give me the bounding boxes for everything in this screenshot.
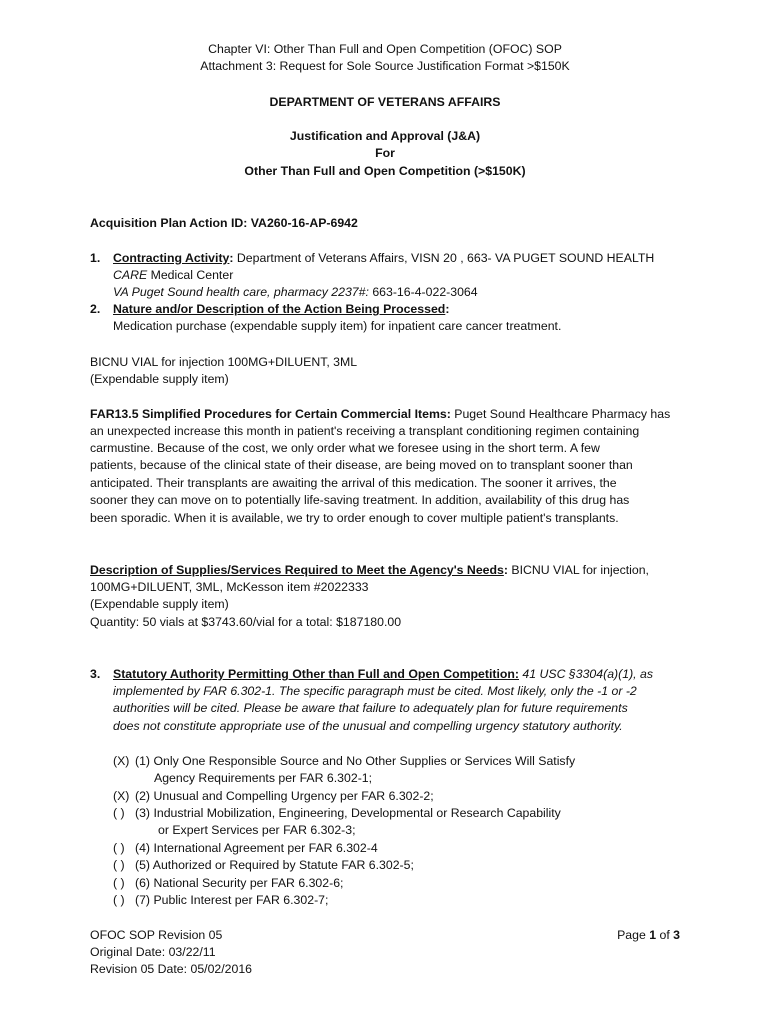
option-6-mark: ( ): [113, 876, 125, 890]
footer-original-date: Original Date: 03/22/11: [90, 945, 216, 959]
option-3-text: (3) Industrial Mobilization, Engineering, Developmental or Research Capability: [135, 806, 561, 820]
option-5-mark: ( ): [113, 858, 125, 872]
option-4-mark: ( ): [113, 841, 125, 855]
care-italic: CARE: [113, 268, 148, 282]
far-text-1: Puget Sound Healthcare Pharmacy has: [450, 407, 671, 421]
page-of: of: [656, 928, 674, 942]
nature-label: Nature and/or Description of the Action Being Processed: [113, 302, 446, 316]
far-label: FAR13.5 Simplified Procedures for Certain Commercial Items:: [90, 407, 451, 421]
item-3-line-3: authorities will be cited. Please be aware that failure to adequately plan for future requirements: [113, 701, 628, 715]
page-total: 3: [673, 928, 680, 942]
statutory-label: Statutory Authority Permitting Other than Full and Open Competition:: [113, 667, 520, 681]
ja-title: Justification and Approval (J&A): [289, 129, 481, 143]
desc-quantity: Quantity: 50 vials at $3743.60/vial for a total: $187180.00: [90, 615, 402, 629]
option-6-text: (6) National Security per FAR 6.302-6;: [135, 876, 344, 890]
contracting-activity-label: Contracting Activity: [113, 251, 230, 265]
pharmacy-number: 663-16-4-022-3064: [368, 285, 478, 299]
page-number: [617, 927, 680, 944]
desc-line-3: (Expendable supply item): [90, 597, 229, 611]
option-4-text: (4) International Agreement per FAR 6.302-4: [135, 841, 378, 855]
item-3-line-4: does not constitute appropriate use of the unusual and compelling urgency statutory authority.: [113, 719, 623, 733]
far-line-4: patients, because of the clinical state of their disease, are being moved on to transplant sooner than: [90, 458, 633, 472]
page-prefix: Page: [617, 928, 650, 942]
department-heading: DEPARTMENT OF VETERANS AFFAIRS: [269, 95, 501, 109]
footer-revision-date: Revision 05 Date: 05/02/2016: [90, 962, 253, 976]
option-2-text: (2) Unusual and Compelling Urgency per FAR 6.302-2;: [135, 789, 434, 803]
chapter-title: Chapter VI: Other Than Full and Open Competition (OFOC) SOP: [208, 42, 562, 56]
statutory-text-1: 41 USC §3304(a)(1), as: [519, 667, 653, 681]
medical-center-text: Medical Center: [147, 268, 234, 282]
ja-subtitle: Other Than Full and Open Competition (>$150K): [244, 164, 526, 178]
desc-line-2: 100MG+DILUENT, 3ML, McKesson item #2022333: [90, 580, 369, 594]
option-7-text: (7) Public Interest per FAR 6.302-7;: [135, 893, 329, 907]
far-line-2: an unexpected increase this month in patient's receiving a transplant conditioning regimen containing: [90, 424, 640, 438]
contracting-activity-text: Department of Veterans Affairs, VISN 20 , 663- VA PUGET SOUND HEALTH: [233, 251, 655, 265]
item-3-line-2: implemented by FAR 6.302-1. The specific paragraph must be cited. Most likely, only the -1 or -2: [113, 684, 637, 698]
desc-line-1: [90, 562, 649, 579]
option-1-text: (1) Only One Responsible Source and No Other Supplies or Services Will Satisfy: [135, 754, 576, 768]
option-5-text: (5) Authorized or Required by Statute FAR 6.302-5;: [135, 858, 414, 872]
option-3-cont: or Expert Services per FAR 6.302-3;: [158, 823, 356, 837]
nature-colon: :: [445, 302, 450, 316]
item-2-heading: [113, 301, 449, 318]
item-3-number: 3.: [90, 667, 101, 681]
far-line-1: [90, 406, 670, 423]
attachment-title: Attachment 3: Request for Sole Source Justification Format >$150K: [200, 59, 570, 73]
item-2-number: 2.: [90, 302, 101, 316]
option-2-mark: (X): [113, 789, 130, 803]
item-3-line-1: [113, 666, 653, 683]
far-line-7: been sporadic. When it is available, we try to order enough to cover multiple patient's transplants.: [90, 511, 619, 525]
bicnu-line-2: (Expendable supply item): [90, 372, 229, 386]
item-1-number: 1.: [90, 251, 101, 265]
option-7-mark: ( ): [113, 893, 125, 907]
item-1-line-1: [113, 250, 654, 267]
contracting-activity-colon: :: [229, 251, 234, 265]
item-1-line-3: [113, 284, 478, 301]
option-1-cont: Agency Requirements per FAR 6.302-1;: [154, 771, 373, 785]
footer-sop-revision: OFOC SOP Revision 05: [90, 928, 223, 942]
far-line-3: carmustine. Because of the cost, we only order what we foresee using in the short term. A few: [90, 441, 600, 455]
option-1-mark: (X): [113, 754, 130, 768]
acquisition-plan-id: Acquisition Plan Action ID: VA260-16-AP-6942: [90, 216, 358, 230]
page-current: 1: [649, 928, 657, 942]
desc-text-1: BICNU VIAL for injection,: [507, 563, 649, 577]
option-3-mark: ( ): [113, 806, 125, 820]
item-1-line-2: [113, 267, 233, 284]
desc-colon: :: [503, 563, 508, 577]
nature-description: Medication purchase (expendable supply item) for inpatient care cancer treatment.: [113, 319, 562, 333]
far-line-6: sooner they can move on to potentially life-saving treatment. In addition, availability of this drug has: [90, 493, 630, 507]
ja-for: For: [375, 146, 395, 160]
desc-label: Description of Supplies/Services Required to Meet the Agency's Needs: [90, 563, 504, 577]
bicnu-line-1: BICNU VIAL for injection 100MG+DILUENT, 3ML: [90, 355, 358, 369]
pharmacy-text: VA Puget Sound health care, pharmacy 2237#:: [113, 285, 369, 299]
far-line-5: anticipated. Their transplants are awaiting the arrival of this medication. The sooner it arrives, the: [90, 476, 617, 490]
